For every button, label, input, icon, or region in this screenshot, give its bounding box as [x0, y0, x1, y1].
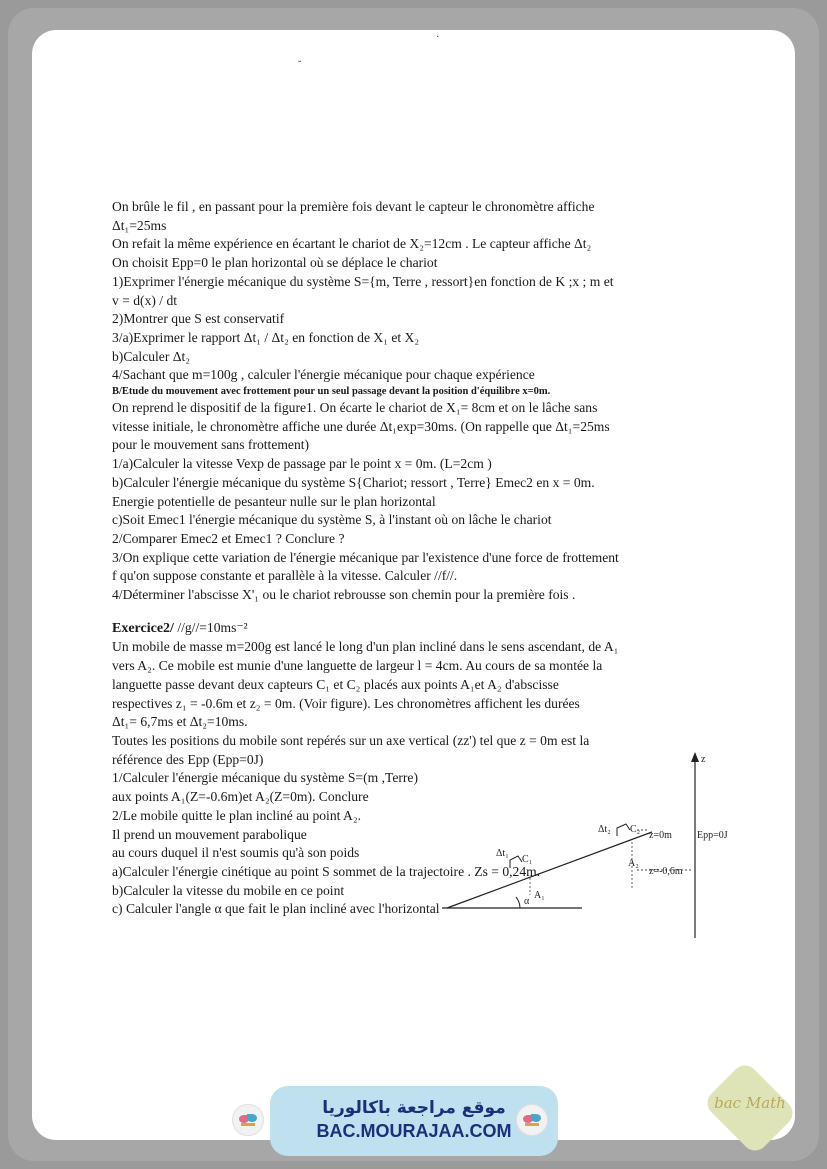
text-line: Energie potentielle de pesanteur nulle sur le plan horizontal — [112, 493, 436, 509]
text-line: 3/On explique cette variation de l'énergie mécanique par l'existence d'une force de frottement — [112, 549, 619, 565]
text-line: On refait la même expérience en écartant le chariot de X₂=12cm . Le capteur affiche Δt₂ — [112, 236, 592, 252]
a2-label: A₂ — [628, 858, 639, 869]
c1-label: C₁ — [522, 854, 533, 865]
text-line: 3/a)Exprimer le rapport Δt₁ / Δt₂ en fonction de X₁ et X₂ — [112, 329, 420, 345]
text-line: On brûle le fil , en passant pour la première fois devant le capteur le chronomètre affiche — [112, 199, 595, 214]
scan-speck: ˘ — [298, 60, 302, 71]
text-line: 1)Exprimer l'énergie mécanique du système S={m, Terre , ressort}en fonction de K ;x ; m et — [112, 273, 614, 289]
bacmath-logo-text: bac Math — [714, 1094, 786, 1112]
c2-label: C₂ — [630, 824, 641, 835]
dt2-label: Δt₂ — [598, 824, 611, 835]
text-line: b)Calculer Δt₂ — [112, 348, 191, 364]
part2-block — [112, 399, 722, 605]
exercise2-title-line — [112, 619, 722, 639]
text-line: Δt₁=25ms — [112, 217, 167, 233]
text-line: 1/Calculer l'énergie mécanique du système S=(m ,Terre) — [112, 770, 418, 786]
z-label: z — [701, 754, 706, 765]
site-url[interactable]: BAC.MOURAJAA.COM — [316, 1121, 512, 1141]
text-line: b)Calculer la vitesse du mobile en ce point — [112, 882, 345, 898]
incline-line — [447, 832, 652, 908]
dt1-label: Δt₁ — [496, 848, 509, 859]
text-line: v = d(x) / dt — [112, 292, 178, 308]
part1-block — [112, 198, 722, 385]
sensor-c1 — [510, 856, 522, 868]
text-line: Toutes les positions du mobile sont repérés sur un axe vertical (zz') tel que z = 0m est la — [112, 732, 590, 748]
text-line: c)Soit Emec1 l'énergie mécanique du système S, à l'instant où on lâche le chariot — [112, 512, 552, 528]
site-logo-right-icon — [516, 1104, 548, 1136]
partB-heading: B/Etude du mouvement avec frottement pour un seul passage devant la position d'équilibre x=0m. — [112, 386, 551, 398]
text-line: aux points A₁(Z=-0.6m)et A₂(Z=0m). Conclure — [112, 789, 369, 805]
document-page — [32, 30, 795, 1140]
text-line: pour le mouvement sans frottement) — [112, 437, 310, 453]
text-line: 4/Déterminer l'abscisse X'₁ ou le chariot rebrousse son chemin pour la première fois . — [112, 587, 576, 603]
epp-label: Epp=0J — [697, 830, 728, 841]
exercise2-given: //g//=10ms⁻² — [173, 619, 248, 635]
text-line: vers A₂. Ce mobile est munie d'une languette de largeur l = 4cm. Au cours de sa montée la — [112, 658, 603, 674]
text-line: 2)Montrer que S est conservatif — [112, 311, 285, 327]
text-line: a)Calculer l'énergie cinétique au point S sommet de la trajectoire . Zs = 0,24m. — [112, 863, 541, 879]
z0-label: z=0m — [649, 830, 672, 841]
alpha-label: α — [524, 896, 530, 907]
site-badge[interactable] — [270, 1086, 558, 1156]
alpha-arc — [516, 897, 520, 908]
sensor-c2 — [617, 824, 630, 836]
exercise2-title: Exercice2/ — [112, 620, 174, 636]
text-line: référence des Epp (Epp=0J) — [112, 751, 264, 767]
text-line: vitesse initiale, le chronomètre affiche une durée Δt₁exp=30ms. (On rappelle que Δt₁=25ms — [112, 418, 610, 434]
text-line: b)Calculer l'énergie mécanique du système S{Chariot; ressort , Terre} Emec2 en x = 0m. — [112, 474, 595, 490]
text-line: au cours duquel il n'est soumis qu'à son poids — [112, 845, 360, 861]
text-line: On choisit Epp=0 le plan horizontal où se déplace le chariot — [112, 255, 438, 271]
site-arabic-title: موقع مراجعة باكالوريا — [322, 1098, 506, 1118]
text-line: On reprend le dispositif de la figure1. On écarte le chariot de X₁= 8cm et on le lâche sans — [112, 400, 598, 416]
text-line: f qu'on suppose constante et parallèle à la vitesse. Calculer //f//. — [112, 568, 458, 584]
text-line: 1/a)Calculer la vitesse Vexp de passage par le point x = 0m. (L=2cm ) — [112, 456, 492, 472]
text-line: languette passe devant deux capteurs C₁ et C₂ placés aux points A₁et A₂ d'abscisse — [112, 676, 559, 692]
text-line: 4/Sachant que m=100g , calculer l'énergie mécanique pour chaque expérience — [112, 367, 535, 383]
text-line: respectives z₁ = -0.6m et z₂ = 0m. (Voir figure). Les chronomètres affichent les durées — [112, 695, 580, 711]
text-line: Il prend un mouvement parabolique — [112, 826, 307, 842]
z-axis-arrow — [691, 752, 699, 762]
text-line: Δt₁= 6,7ms et Δt₂=10ms. — [112, 714, 248, 730]
text-line: Un mobile de masse m=200g est lancé le long d'un plan incliné dans le sens ascendant, de A₁ — [112, 639, 619, 655]
inclined-plane-figure — [412, 750, 742, 950]
text-line: 2/Comparer Emec2 et Emec1 ? Conclure ? — [112, 530, 345, 546]
text-line: 2/Le mobile quitte le plan incliné au point A₂. — [112, 807, 361, 823]
site-logo-left-icon — [232, 1104, 264, 1136]
text-line: c) Calculer l'angle α que fait le plan incliné avec l'horizontal — [112, 901, 440, 917]
scan-speck: · — [436, 32, 440, 43]
a1-label: A₁ — [534, 890, 545, 901]
zneg-label: z=-0,6m — [649, 866, 683, 877]
